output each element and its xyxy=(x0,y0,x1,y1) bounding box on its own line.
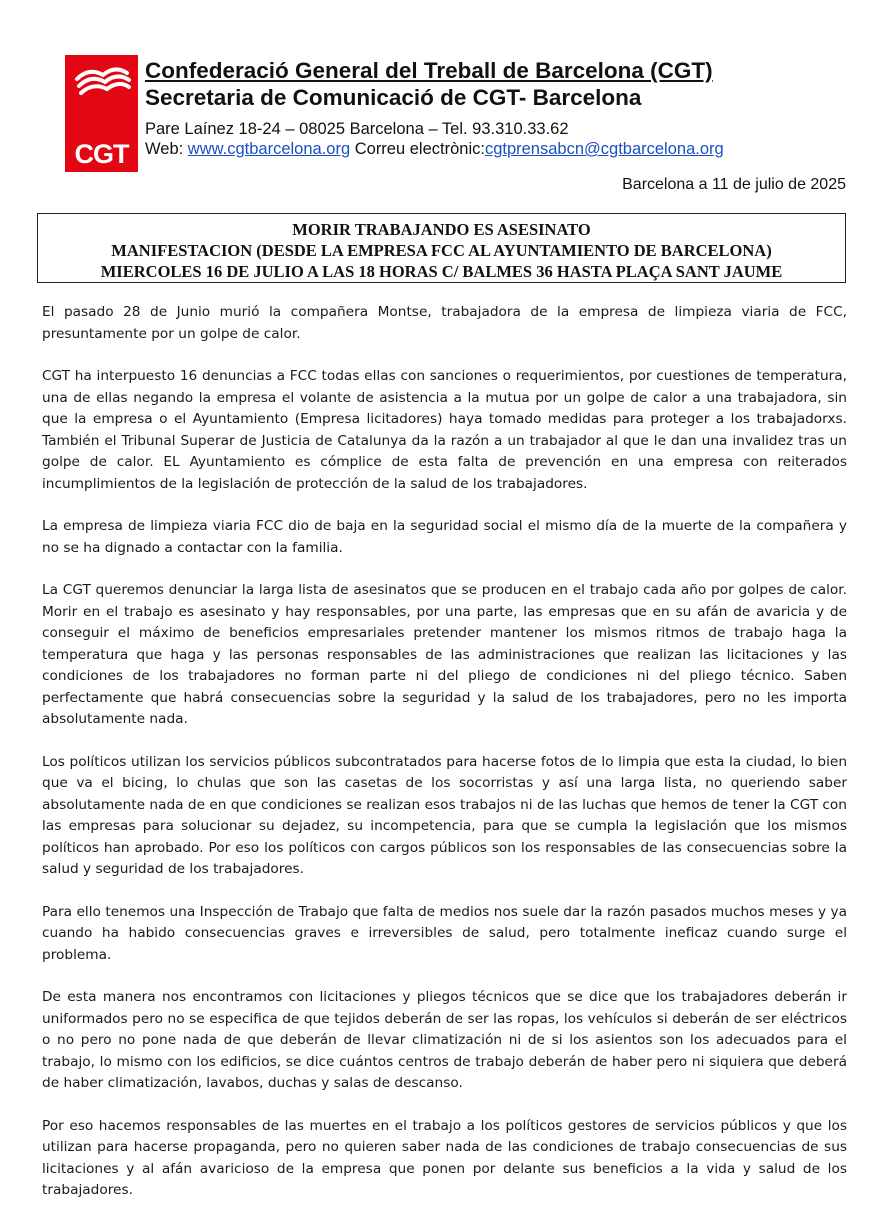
paragraph: De esta manera nos encontramos con licitaciones y pliegos técnicos que se dice que los trabajadores deberán ir uniformados pero no se especifica de que tejidos deberán de ser las ropas, los vehículos si deberán de ser eléctricos o no pero no pone nada de que deberán de llevar climatización ni de si los asientos son los adecuados para el trabajo, lo mismo con los edificios, se dice cuántos centros de trabajo deberán de haber pero ni siquiera que deberá de haber climatización, lavabos, duchas y salas de descanso. xyxy=(42,989,847,1091)
title-box xyxy=(37,213,846,283)
address-line: Pare Laínez 18-24 – 08025 Barcelona – Tel. 93.310.33.62 xyxy=(145,120,569,138)
title-line-2: MANIFESTACION (DESDE LA EMPRESA FCC AL AYUNTAMIENTO DE BARCELONA) xyxy=(111,241,772,260)
paragraph: Los políticos utilizan los servicios públicos subcontratados para hacerse fotos de lo limpia que esta la ciudad, lo bien que va el bicing, lo chulas que son las casetas de los socorristas y así una larga lista, no queriendo saber absolutamente nada de en que condiciones se realizan esos trabajos ni de las luchas que hemos de tener la CGT con las empresas para solucionar su dejadez, su incompetencia, para que se cumpla la legislación que los mismos políticos han aprobado. Por eso los políticos con cargos públicos son los responsables de las consecuencias sobre la salud y seguridad de los trabajadores. xyxy=(42,753,847,877)
cgt-logo xyxy=(65,55,138,172)
web-label: Web: xyxy=(145,140,188,158)
website-link[interactable]: www.cgtbarcelona.org xyxy=(187,140,351,158)
raised-fist-icon xyxy=(65,55,138,145)
paragraph: La empresa de limpieza viaria FCC dio de baja en la seguridad social el mismo día de la muerte de la compañera y no se ha dignado a contactar con la familia. xyxy=(42,518,847,556)
paragraph: El pasado 28 de Junio murió la compañera Montse, trabajadora de la empresa de limpieza viaria de FCC, presuntamente por un golpe de calor. xyxy=(42,304,847,342)
paragraph: CGT ha interpuesto 16 denuncias a FCC todas ellas con sanciones o requerimientos, por cuestiones de temperatura, una de ellas negando la empresa el volante de asistencia a la mutua por un golpe de calor a una trabajadora, sin que la empresa o el Ayuntamiento (Empresa licitadores) haya tomado medidas para proteger a los trabajadorxs. También el Tribunal Superar de Justicia de Catalunya da la razón a un trabajador al que le dan una invalidez tras un golpe de calor. EL Ayuntamiento es cómplice de esta falta de prevención en una empresa con reiterados incumplimientos de la legislación de protección de la salud de los trabajadores. xyxy=(42,368,847,492)
organization-name: Confederació General del Treball de Barcelona (CGT) xyxy=(145,58,713,83)
mail-label: Correu electrònic: xyxy=(350,140,485,158)
email-link[interactable]: cgtprensabcn@cgtbarcelona.org xyxy=(484,140,724,158)
logo-text: CGT xyxy=(74,139,129,169)
title-line-3: MIERCOLES 16 DE JULIO A LAS 18 HORAS C/ BALMES 36 HASTA PLAÇA SANT JAUME xyxy=(100,262,783,281)
document-date: Barcelona a 11 de julio de 2025 xyxy=(622,176,846,193)
title-line-1: MORIR TRABAJANDO ES ASESINATO xyxy=(292,220,591,239)
paragraph: La CGT queremos denunciar la larga lista de asesinatos que se producen en el trabajo cada año por golpes de calor. Morir en el trabajo es asesinato y hay responsables, por una parte, las empresas que en su afán de avaricia y de conseguir el máximo de beneficios empresariales pretender mantener los mismos ritmos de trabajo haga la temperatura que haga y las personas responsables de las administraciones que realizan las licitaciones y las condiciones de los trabajadores no forman parte ni del pliego de condiciones ni del pliego técnico. Saben perfectamente que habrá consecuencias sobre la seguridad y la salud de los trabajadores, pero no les importa absolutamente nada. xyxy=(42,582,847,727)
document-body xyxy=(42,302,847,1223)
contact-line xyxy=(145,139,724,159)
paragraph: Para ello tenemos una Inspección de Trabajo que falta de medios nos suele dar la razón pasados muchos meses y ya cuando ha habido consecuencias graves e irreversibles de salud, pero totalmente ineficaz cuando surge el problema. xyxy=(42,903,847,963)
secretaria-name: Secretaria de Comunicació de CGT- Barcelona xyxy=(145,85,642,110)
letterhead xyxy=(65,55,845,175)
paragraph: Por eso hacemos responsables de las muertes en el trabajo a los políticos gestores de servicios públicos y que los utilizan para hacerse propaganda, pero no quieren saber nada de las condiciones de trabajo consecuencias de sus licitaciones y al afán avaricioso de la empresa que ponen por delante sus beneficios a la vida y salud de los trabajadores. xyxy=(42,1117,847,1198)
